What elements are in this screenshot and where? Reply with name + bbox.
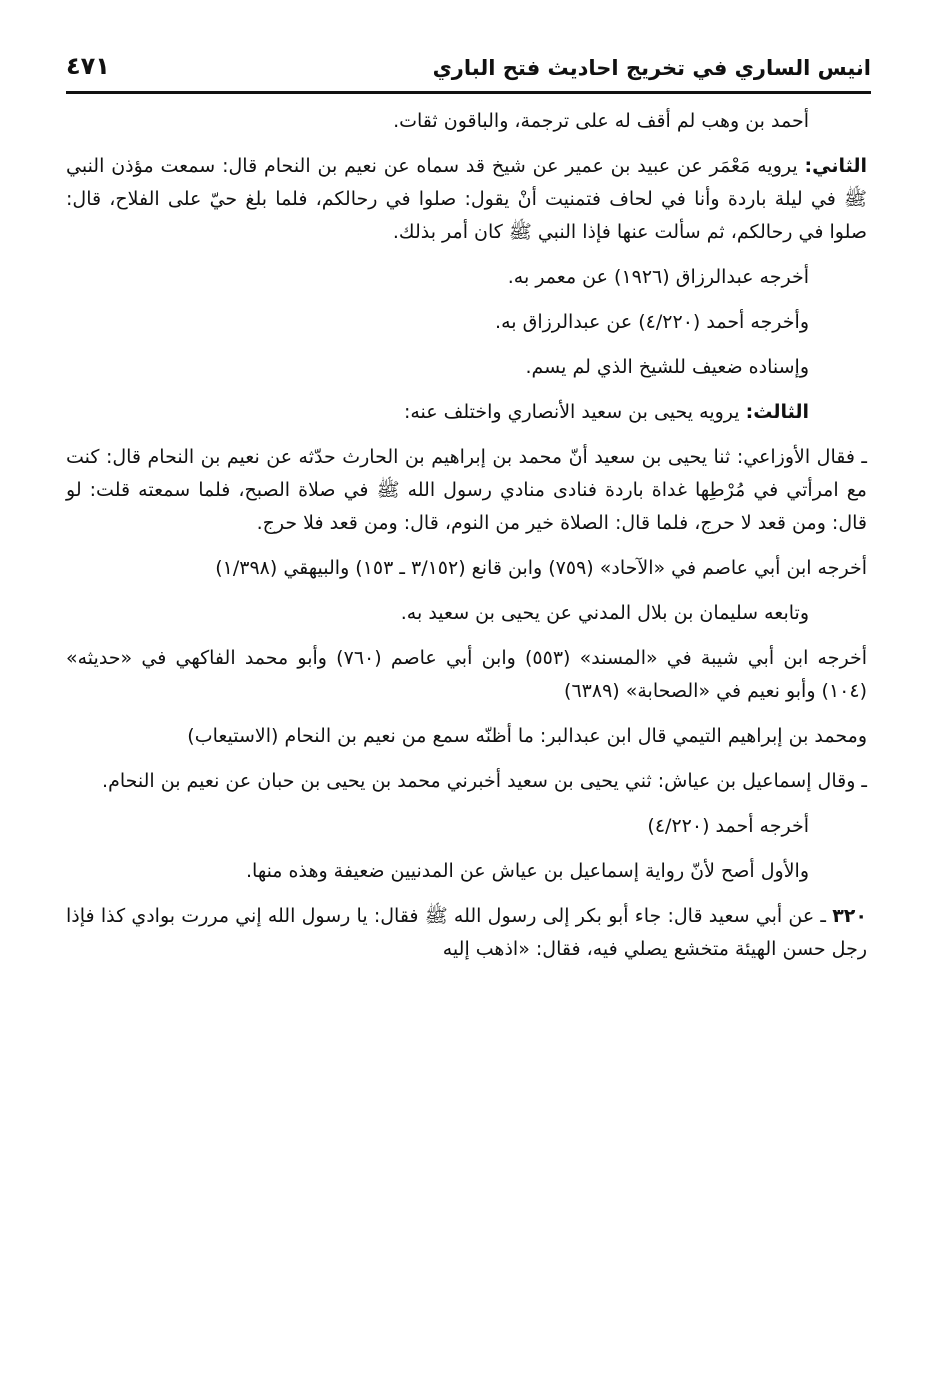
paragraph-hadith-320 (66, 900, 867, 966)
paragraph (66, 150, 867, 249)
paragraph (66, 351, 867, 384)
paragraph (66, 306, 867, 339)
page-number: ٤٧١ (66, 52, 110, 80)
paragraph (66, 642, 867, 708)
paragraph (66, 105, 867, 138)
paragraph-text: أخرجه ابن أبي شيبة في «المسند» (٥٥٣) وابن أبي عاصم (٧٦٠) وأبو محمد الفاكهي في «حديثه» (١٠٤) وأبو نعيم في «الصحابة» (٦٣٨٩) (66, 647, 867, 702)
paragraph-text: وإسناده ضعيف للشيخ الذي لم يسم. (525, 356, 809, 378)
paragraph-text: ـ فقال الأوزاعي: ثنا يحيى بن سعيد أنّ محمد بن إبراهيم بن الحارث حدّثه عن نعيم بن النحام قال: كنت مع امرأتي في مُرْطِها غداة باردة فنادى منادي رسول الله ﷺ في صلاة الصبح، فلما سمعته قلت: لو قال: ومن قعد لا حرج، فلما قال: الصلاة خير من النوم، قال: ومن قعد فلا حرج. (66, 446, 867, 534)
paragraph (66, 441, 867, 540)
paragraph-text: وتابعه سليمان بن بلال المدني عن يحيى بن سعيد به. (400, 602, 809, 624)
header-title: انيس الساري في تخريج احاديث فتح الباري (432, 56, 871, 80)
paragraph-text: أحمد بن وهب لم أقف له على ترجمة، والباقون ثقات. (393, 110, 809, 132)
paragraph (66, 597, 867, 630)
paragraph (66, 765, 867, 798)
paragraph-text: والأول أصح لأنّ رواية إسماعيل بن عياش عن المدنيين ضعيفة وهذه منها. (245, 860, 809, 882)
paragraph (66, 855, 867, 888)
paragraph-text: يرويه مَعْمَر عن عبيد بن عمير عن شيخ قد سماه عن نعيم بن النحام قال: سمعت مؤذن النبي ﷺ في ليلة باردة وأنا في لحاف فتمنيت أنْ يقول: صلوا في رحالكم، فلما بلغ حيّ على الفلاح، قال: صلوا في رحالكم، ثم سألت عنها فإذا النبي ﷺ كان أمر بذلك. (66, 155, 867, 243)
paragraph (66, 810, 867, 843)
paragraph-text: يرويه يحيى بن سعيد الأنصاري واختلف عنه: (403, 401, 746, 423)
paragraph-lead: الثالث: (745, 401, 809, 423)
paragraph-text: أخرجه ابن أبي عاصم في «الآحاد» (٧٥٩) وابن قانع (٣/١٥٢ ـ ١٥٣) والبيهقي (١/٣٩٨) (215, 557, 867, 579)
paragraph-text: ـ عن أبي سعيد قال: جاء أبو بكر إلى رسول الله ﷺ فقال: يا رسول الله إني مررت بوادي كذا فإذا رجل حسن الهيئة متخشع يصلي فيه، فقال: «اذهب إليه (66, 905, 867, 960)
paragraph-lead: الثاني: (804, 155, 867, 177)
running-header (66, 50, 871, 90)
header-divider (66, 91, 871, 94)
paragraph (66, 720, 867, 753)
paragraph-text: وأخرجه أحمد (٤/٢٢٠) عن عبدالرزاق به. (495, 311, 809, 333)
paragraph-text: ومحمد بن إبراهيم التيمي قال ابن عبدالبر: ما أظنّه سمع من نعيم بن النحام (الاستيعاب) (187, 725, 867, 747)
paragraph (66, 261, 867, 294)
page-body (66, 105, 867, 978)
paragraph-text: ـ وقال إسماعيل بن عياش: ثني يحيى بن سعيد أخبرني محمد بن يحيى بن حبان عن نعيم بن النحام. (102, 770, 867, 792)
paragraph (66, 552, 867, 585)
paragraph-text: أخرجه أحمد (٤/٢٢٠) (647, 815, 809, 837)
paragraph (66, 396, 867, 429)
hadith-number: ٣٢٠ (832, 905, 867, 927)
paragraph-text: أخرجه عبدالرزاق (١٩٢٦) عن معمر به. (507, 266, 809, 288)
